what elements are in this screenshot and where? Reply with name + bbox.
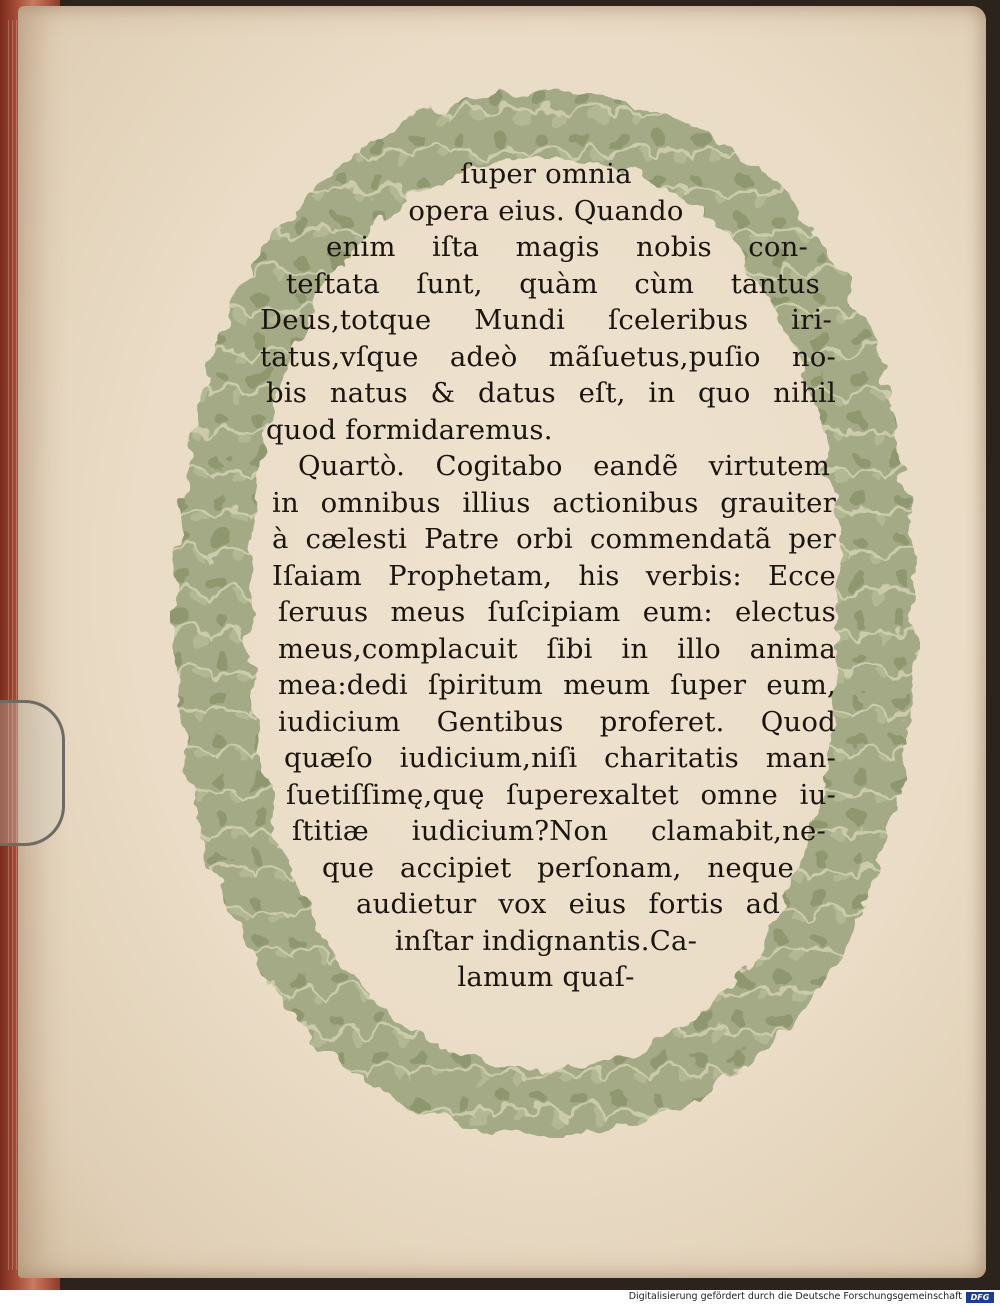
text-line: à cælesti Patre orbi commendatã per — [272, 523, 836, 555]
dfg-logo: DFG — [966, 1292, 994, 1303]
text-line: ſtitiæ iudicium?Non clamabit,ne- — [292, 815, 826, 847]
text-line: inſtar indignantis.Ca- — [394, 924, 698, 957]
text-line: ſuetiſſimę,quę ſuperexaltet omne iu- — [286, 778, 836, 811]
text-line: iudicium Gentibus proferet. Quod — [278, 705, 836, 738]
page-clip — [0, 700, 65, 846]
text-line: Iſaiam Prophetam, his verbis: Ecce — [272, 559, 836, 592]
text-line: opera eius. Quando — [408, 194, 684, 227]
text-line: enim iſta magis nobis con- — [326, 231, 808, 263]
text-line: que accipiet perſonam, neque — [322, 851, 794, 884]
text-line: ſeruus meus ſuſcipiam eum: electus — [278, 596, 836, 628]
text-line: quæſo iudicium,niſi charitatis man- — [284, 742, 836, 774]
text-line: lamum quaſ- — [457, 961, 635, 993]
text-line: Deus,totque Mundi ſceleribus iri- — [260, 304, 832, 336]
funding-credit: Digitalisierung gefördert durch die Deutsche Forschungsgemeinschaft — [628, 1291, 962, 1302]
text-line: bis natus & datus eſt, in quo nihil — [266, 377, 836, 409]
text-line: mea:dedi ſpiritum meum ſuper eum, — [278, 669, 836, 701]
footer-bar — [0, 1290, 1000, 1306]
text-line: teſtata ſunt, quàm cùm tantus — [286, 267, 820, 300]
text-line: quod formidaremus. — [266, 413, 553, 446]
latin-text-block — [256, 156, 836, 996]
text-line: in omnibus illius actionibus grauiter — [272, 486, 836, 519]
text-line: Quartò. Cogitabo eandẽ virtutem — [298, 450, 830, 482]
text-line: tatus,vſque adeò mãſuetus,puſio no- — [260, 340, 836, 373]
text-line: meus,complacuit ſibi in illo anima — [278, 632, 836, 665]
text-line: audietur vox eius fortis ad — [356, 888, 780, 920]
text-line: ſuper omnia — [460, 158, 632, 190]
